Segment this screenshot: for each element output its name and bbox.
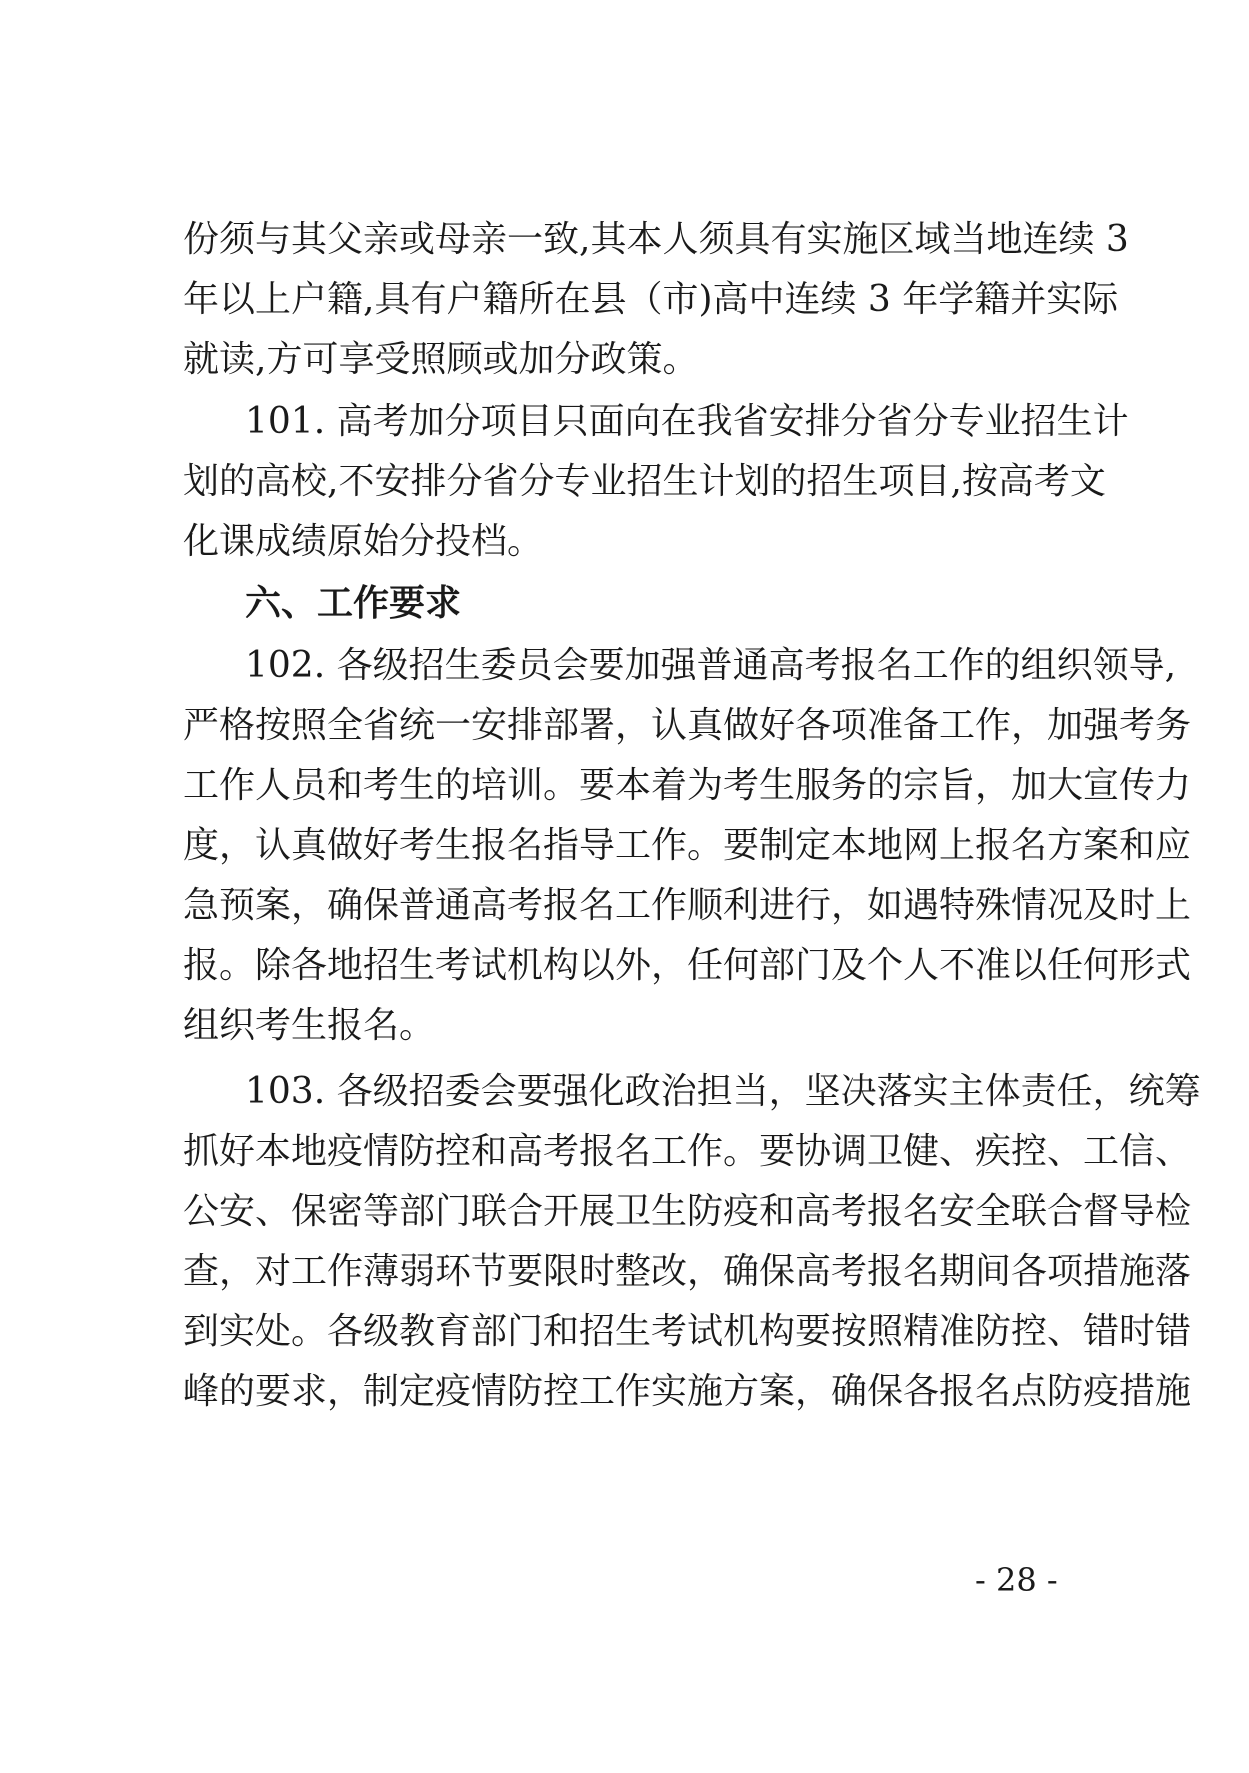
text-line: 到实处。各级教育部门和招生考试机构要按照精准防控、错时错 (183, 1311, 1192, 1352)
text-line: 就读,方可享受照顾或加分政策。 (183, 339, 699, 380)
text-line: 峰的要求，制定疫情防控工作实施方案，确保各报名点防疫措施 (183, 1371, 1192, 1412)
text-line: 严格按照全省统一安排部署，认真做好各项准备工作，加强考务 (183, 705, 1192, 746)
text-line: 组织考生报名。 (183, 1005, 436, 1046)
text-line: 工作人员和考生的培训。要本着为考生服务的宗旨，加大宣传力 (183, 765, 1192, 806)
text-line: 度，认真做好考生报名指导工作。要制定本地网上报名方案和应 (183, 825, 1192, 866)
text-line: 103. 各级招委会要强化政治担当，坚决落实主体责任，统筹 (245, 1071, 1201, 1112)
text-line: 年以上户籍,具有户籍所在县（市)高中连续 3 年学籍并实际 (183, 279, 1119, 320)
text-line: 查，对工作薄弱环节要限时整改，确保高考报名期间各项措施落 (183, 1251, 1192, 1292)
page-number: - 28 - (975, 1561, 1058, 1599)
text-line: 抓好本地疫情防控和高考报名工作。要协调卫健、疾控、工信、 (183, 1131, 1192, 1172)
text-line: 化课成绩原始分投档。 (183, 521, 544, 562)
text-line: 划的高校,不安排分省分专业招生计划的招生项目,按高考文 (183, 461, 1106, 502)
text-line: 报。除各地招生考试机构以外，任何部门及个人不准以任何形式 (183, 945, 1192, 986)
text-line: 份须与其父亲或母亲一致,其本人须具有实施区域当地连续 3 (183, 219, 1129, 260)
text-line: 101. 高考加分项目只面向在我省安排分省分专业招生计 (245, 401, 1129, 442)
text-line: 急预案，确保普通高考报名工作顺利进行，如遇特殊情况及时上 (183, 885, 1192, 926)
section-heading: 六、工作要求 (245, 583, 462, 624)
text-line: 公安、保密等部门联合开展卫生防疫和高考报名安全联合督导检 (183, 1191, 1192, 1232)
text-line: 102. 各级招生委员会要加强普通高考报名工作的组织领导, (245, 645, 1177, 686)
